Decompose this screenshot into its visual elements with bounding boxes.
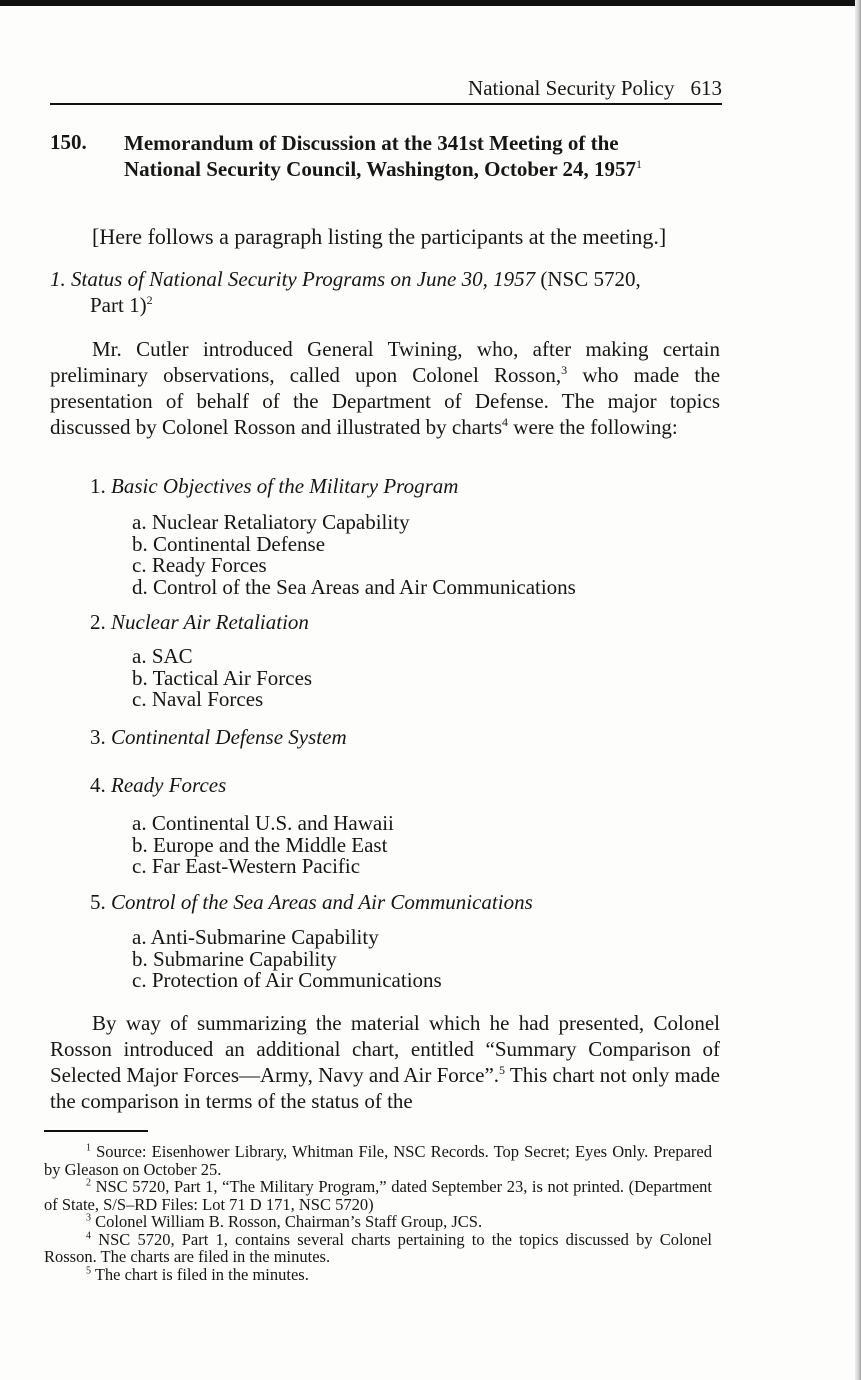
running-head-title: National Security Policy (468, 76, 675, 100)
footnote (44, 1143, 712, 1178)
footnote-marker: 1 (86, 1142, 91, 1154)
body-paragraph-2 (50, 1010, 720, 1114)
agenda-item-ref-cont: Part 1) (90, 293, 147, 317)
list-item: d. Control of the Sea Areas and Air Communications (132, 574, 576, 599)
list-item: c. Far East-Western Pacific (132, 854, 361, 878)
list-item: a. SAC (132, 644, 193, 668)
topic-number: 1. (90, 474, 106, 498)
list-item: a. Anti-Submarine Capability (132, 925, 379, 949)
list-item: b. Submarine Capability (132, 946, 337, 971)
paragraph-1-part-2: who made the presentation of behalf of the Department of Defense. The major topics discussed by Colonel Rosson and illustrated by charts (50, 363, 721, 439)
topic-heading (90, 474, 458, 499)
footnotes (44, 1143, 712, 1283)
topic-heading (90, 890, 533, 915)
topic-title: Ready Forces (111, 773, 227, 797)
list-item: b. Continental Defense (132, 531, 326, 556)
footnote-marker: 5 (86, 1265, 91, 1276)
agenda-item-number: 1. (50, 267, 66, 291)
page-number: 613 (690, 76, 722, 100)
footnote-divider (44, 1130, 148, 1132)
document-title-line-2-text: National Security Council, Washington, October 24, 1957 (124, 157, 637, 181)
footnote-text: NSC 5720, Part 1, “The Military Program,” dated September 23, is not printed. (Department of State, S/S–RD Files: Lot 71 D 171, NSC 5720) (44, 1177, 713, 1214)
footnote-marker: 2 (86, 1177, 91, 1189)
document-title (124, 130, 724, 182)
paragraph-1-part-3: were the following: (513, 415, 678, 439)
topic-title: Continental Defense System (111, 725, 347, 749)
topic-title: Control of the Sea Areas and Air Communications (111, 890, 533, 914)
document-number: 150. (50, 130, 87, 154)
topic-subitems (132, 813, 394, 878)
list-item: b. Tactical Air Forces (132, 665, 313, 690)
topic-number: 2. (90, 610, 106, 634)
footnote-ref-3[interactable]: 3 (561, 363, 568, 377)
agenda-item-heading (50, 266, 722, 318)
footnote-ref-1[interactable]: 1 (636, 157, 643, 171)
footnote (44, 1178, 712, 1213)
agenda-item-title: Status of National Security Programs on June 30, 1957 (71, 267, 536, 291)
footnote-marker: 4 (86, 1230, 91, 1241)
paragraph-2-part-2: This chart not only made the comparison in terms of the status of the (50, 1063, 720, 1113)
footnote (44, 1266, 712, 1284)
topic-title: Basic Objectives of the Military Program (111, 474, 459, 498)
page-right-edge (855, 0, 861, 1380)
footnote-marker: 3 (86, 1212, 91, 1224)
document-title-line-2 (124, 156, 724, 182)
list-item: a. Nuclear Retaliatory Capability (132, 510, 410, 534)
footnote (44, 1213, 712, 1231)
footnote-text: Colonel William B. Rosson, Chairman’s Staff Group, JCS. (95, 1212, 483, 1231)
footnote-ref-2[interactable]: 2 (146, 293, 153, 307)
footnote-ref-5[interactable]: 5 (499, 1063, 506, 1077)
footnote-text: NSC 5720, Part 1, contains several charts pertaining to the topics discussed by Colonel Rosson. The charts are filed in the minutes. (44, 1229, 713, 1266)
agenda-item-line-1 (50, 266, 722, 292)
topic-subitems (132, 512, 576, 598)
footnote-ref-4[interactable]: 4 (502, 415, 509, 429)
body-paragraph-1 (50, 336, 720, 440)
list-item: c. Naval Forces (132, 687, 264, 711)
topic-heading (90, 773, 226, 798)
agenda-item-ref: (NSC 5720, (540, 267, 641, 291)
topic-heading (90, 725, 347, 750)
list-item: c. Protection of Air Communications (132, 968, 442, 992)
editorial-note: [Here follows a paragraph listing the participants at the meeting.] (92, 224, 667, 249)
list-item: b. Europe and the Middle East (132, 832, 388, 857)
topic-subitems (132, 927, 442, 992)
topic-title: Nuclear Air Retaliation (111, 610, 309, 634)
topic-subitems (132, 646, 312, 711)
list-item: c. Ready Forces (132, 553, 267, 577)
topic-number: 4. (90, 773, 106, 797)
topic-number: 3. (90, 725, 106, 749)
footnote-text: Source: Eisenhower Library, Whitman File, NSC Records. Top Secret; Eyes Only. Prepared by Gleason on October 25. (44, 1142, 712, 1179)
list-item: a. Continental U.S. and Hawaii (132, 811, 394, 835)
footnote (44, 1231, 712, 1266)
paragraph-2-part-1: By way of summarizing the material which he had presented, Colonel Rosson introduced an additional chart, entitled “Summary Comparison of Selected Major Forces—Army, Navy and Air Force”. (50, 1011, 720, 1087)
paragraph-1-part-1: Mr. Cutler introduced General Twining, who, after making certain preliminary observations, called upon Colonel Rosson, (50, 337, 720, 387)
running-head (50, 75, 722, 105)
topic-number: 5. (90, 890, 106, 914)
document-title-line-1: Memorandum of Discussion at the 341st Meeting of the (124, 131, 619, 155)
page-top-edge (0, 0, 861, 6)
footnote-text: The chart is filed in the minutes. (94, 1264, 309, 1284)
topic-heading (90, 610, 309, 635)
agenda-item-line-2 (50, 292, 722, 318)
